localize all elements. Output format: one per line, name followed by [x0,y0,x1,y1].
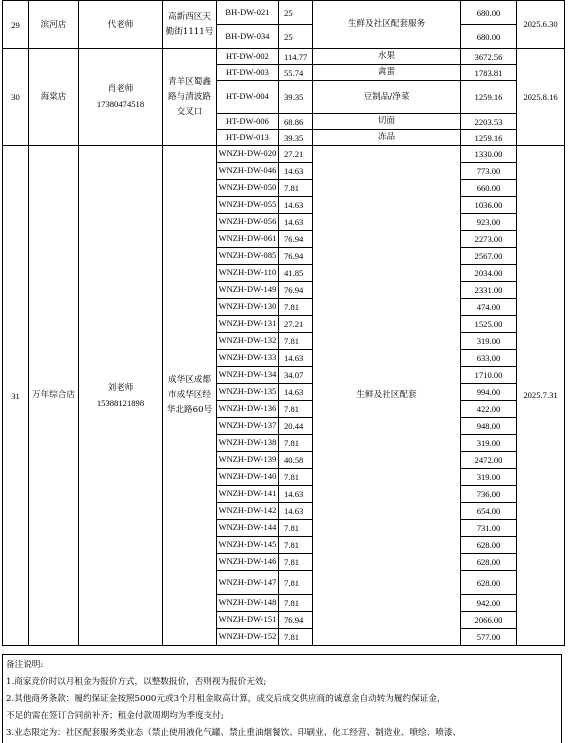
unit-rent: 731.00 [461,520,517,537]
unit-rent: 736.00 [461,486,517,503]
unit-code: HT-DW-002 [217,49,279,65]
unit-area: 14.63 [279,503,313,520]
unit-area: 27.21 [279,146,313,163]
store-number: 31 [3,146,29,646]
start-date: 2025.6.30 [517,1,565,49]
unit-category: 豆制品/净菜 [313,81,461,114]
unit-rent: 948.00 [461,418,517,435]
unit-area: 14.63 [279,486,313,503]
unit-area: 34.07 [279,367,313,384]
store-contact-name: 刘老师 [107,382,134,393]
unit-area: 7.81 [279,180,313,197]
unit-rent: 633.00 [461,350,517,367]
unit-code: WNZH-DW-133 [217,350,279,367]
unit-area: 7.81 [279,469,313,486]
unit-rent: 923.00 [461,214,517,231]
unit-area: 55.74 [279,65,313,81]
unit-area: 114.77 [279,49,313,65]
unit-rent: 628.00 [461,554,517,571]
unit-code: WNZH-DW-138 [217,435,279,452]
unit-code: WNZH-DW-135 [217,384,279,401]
unit-rent: 319.00 [461,469,517,486]
store-contact-cell [79,49,163,146]
unit-rent: 628.00 [461,537,517,554]
unit-code: WNZH-DW-147 [217,571,279,595]
unit-area: 7.81 [279,435,313,452]
unit-code: HT-DW-004 [217,81,279,114]
unit-rent: 773.00 [461,163,517,180]
rental-table-body [3,1,565,646]
notes-line-1: 1.商家竞价时以月租金为报价方式，以整数报价，否则视为报价无效; [6,677,267,687]
notes-line-3: 不足的需在签订合同前补齐；租金付款周期均为季度支付; [6,711,224,721]
unit-area: 39.35 [279,130,313,146]
unit-area: 7.81 [279,537,313,554]
unit-area: 68.86 [279,114,313,130]
unit-code: WNZH-DW-061 [217,231,279,248]
unit-area: 76.94 [279,282,313,299]
unit-area: 14.63 [279,163,313,180]
unit-area: 39.35 [279,81,313,114]
unit-area: 7.81 [279,629,313,646]
unit-rent: 422.00 [461,401,517,418]
unit-rent: 2472.00 [461,452,517,469]
unit-area: 25 [279,25,313,49]
unit-code: HT-DW-003 [217,65,279,81]
unit-area: 14.63 [279,384,313,401]
unit-category: 冻品 [313,130,461,146]
unit-area: 7.81 [279,401,313,418]
store-name: 滨河店 [29,1,79,49]
unit-area: 7.81 [279,333,313,350]
unit-area: 7.81 [279,520,313,537]
unit-rent: 577.00 [461,629,517,646]
unit-area: 7.81 [279,299,313,316]
rental-table-container [2,0,564,646]
unit-rent: 1259.16 [461,81,517,114]
unit-code: WNZH-DW-131 [217,316,279,333]
unit-area: 76.94 [279,231,313,248]
unit-code: WNZH-DW-140 [217,469,279,486]
unit-area: 7.81 [279,595,313,612]
unit-area: 76.94 [279,248,313,265]
unit-code: WNZH-DW-046 [217,163,279,180]
unit-rent: 1036.00 [461,197,517,214]
store-address: 青羊区蜀鑫路与清波路交叉口 [163,49,217,146]
unit-rent: 2567.00 [461,248,517,265]
unit-code: HT-DW-013 [217,130,279,146]
unit-code: WNZH-DW-146 [217,554,279,571]
table-row [3,1,565,25]
unit-rent: 474.00 [461,299,517,316]
unit-code: WNZH-DW-152 [217,629,279,646]
unit-rent: 942.00 [461,595,517,612]
unit-code: WNZH-DW-145 [217,537,279,554]
unit-code: WNZH-DW-055 [217,197,279,214]
store-name: 海棠店 [29,49,79,146]
unit-area: 41.85 [279,265,313,282]
unit-code: WNZH-DW-134 [217,367,279,384]
unit-rent: 2066.00 [461,612,517,629]
table-row [3,49,565,65]
unit-code: WNZH-DW-151 [217,612,279,629]
unit-rent: 2203.53 [461,114,517,130]
unit-code: WNZH-DW-132 [217,333,279,350]
unit-rent: 1525.00 [461,316,517,333]
business-type: 生鲜及社区配套 [313,146,461,646]
unit-rent: 680.00 [461,25,517,49]
unit-code: HT-DW-006 [217,114,279,130]
notes-line-4: 3.业态限定为：社区配套服务类业态（禁止使用液化气罐、禁止重油烟餐饮、印刷业、化工经营、制造业、喷绘、喷漆、 [6,728,462,738]
unit-code: WNZH-DW-149 [217,282,279,299]
notes-title: 备注说明: [6,660,44,670]
start-date: 2025.7.31 [517,146,565,646]
unit-area: 20.44 [279,418,313,435]
business-type: 生鲜及社区配套服务 [313,1,461,49]
store-contact-name: 肖老师 [107,84,134,94]
unit-category: 禽蛋 [313,65,461,81]
unit-rent: 994.00 [461,384,517,401]
unit-rent: 1259.16 [461,130,517,146]
unit-rent: 654.00 [461,503,517,520]
unit-code: WNZH-DW-136 [217,401,279,418]
unit-code: WNZH-DW-020 [217,146,279,163]
unit-code: WNZH-DW-144 [217,520,279,537]
store-name: 万年综合店 [29,146,79,646]
store-number: 29 [3,1,29,49]
notes-section [2,654,562,743]
unit-code: WNZH-DW-142 [217,503,279,520]
unit-area: 14.63 [279,197,313,214]
unit-code: WNZH-DW-141 [217,486,279,503]
unit-rent: 2273.00 [461,231,517,248]
unit-area: 7.81 [279,554,313,571]
store-number: 30 [3,49,29,146]
store-contact-name: 代老师 [79,1,163,49]
unit-rent: 2331.00 [461,282,517,299]
unit-rent: 1330.00 [461,146,517,163]
unit-rent: 3672.56 [461,49,517,65]
store-contact-cell [79,146,163,646]
unit-rent: 319.00 [461,333,517,350]
unit-code: WNZH-DW-110 [217,265,279,282]
unit-code: WNZH-DW-130 [217,299,279,316]
store-contact-phone: 17380474518 [96,99,145,109]
unit-rent: 680.00 [461,1,517,25]
unit-category: 切面 [313,114,461,130]
unit-code: WNZH-DW-139 [217,452,279,469]
unit-code: WNZH-DW-137 [217,418,279,435]
table-row [3,146,565,163]
start-date: 2025.8.16 [517,49,565,146]
unit-rent: 660.00 [461,180,517,197]
notes-line-2: 2.其他商务条款：履约保证金按照5000元或3个月租金取高计算，成交后成交供应商的诚意金自动转为履约保证金， [6,694,446,704]
unit-area: 25 [279,1,313,25]
unit-code: WNZH-DW-050 [217,180,279,197]
unit-rent: 628.00 [461,571,517,595]
unit-rent: 1710.00 [461,367,517,384]
unit-rent: 1783.81 [461,65,517,81]
unit-code: BH-DW-021 [217,1,279,25]
unit-code: WNZH-DW-056 [217,214,279,231]
unit-code: WNZH-DW-085 [217,248,279,265]
unit-area: 14.63 [279,350,313,367]
unit-rent: 319.00 [461,435,517,452]
rental-table [2,0,565,646]
unit-code: BH-DW-034 [217,25,279,49]
unit-area: 76.94 [279,612,313,629]
unit-rent: 2034.00 [461,265,517,282]
unit-area: 27.21 [279,316,313,333]
unit-area: 7.81 [279,571,313,595]
store-address: 成华区成都市成华区经华北路60号 [163,146,217,646]
store-address: 高新西区天勤街1111号 [163,1,217,49]
unit-area: 40.58 [279,452,313,469]
unit-code: WNZH-DW-148 [217,595,279,612]
store-contact-phone: 15388121898 [96,397,145,408]
unit-category: 水果 [313,49,461,65]
unit-area: 14.63 [279,214,313,231]
